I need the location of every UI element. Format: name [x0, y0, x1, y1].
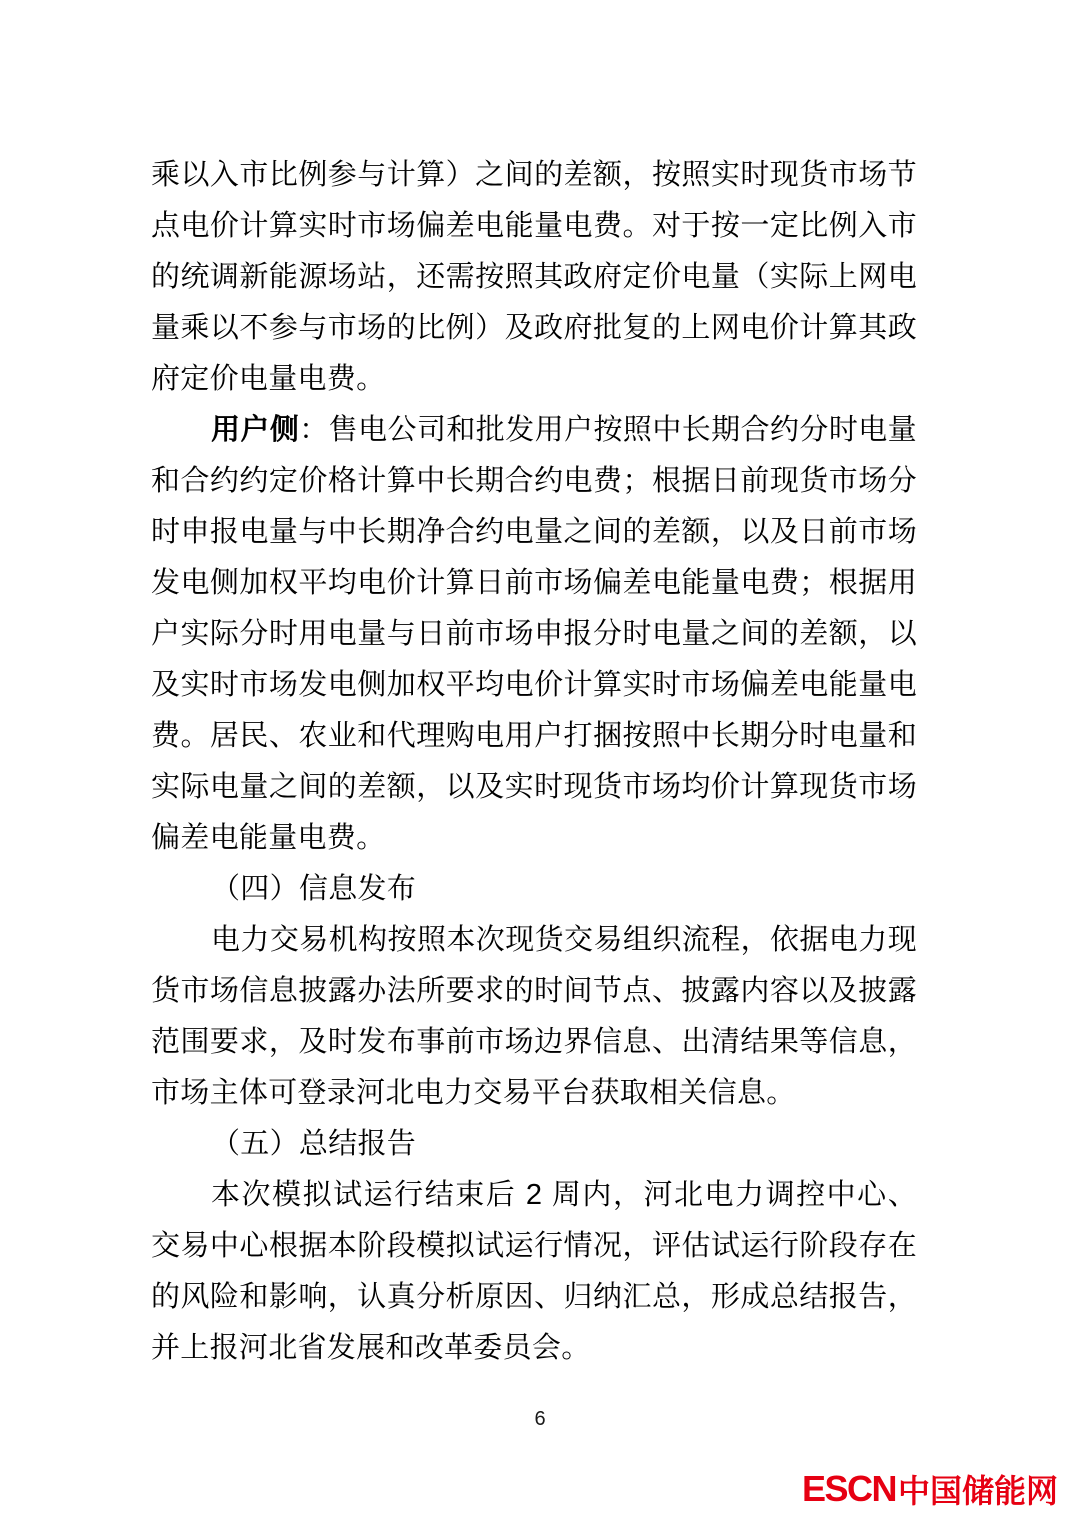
paragraph-user-side — [151, 405, 917, 864]
page-number: 6 — [534, 1408, 546, 1430]
paragraph-user-side-lead: 用户侧 — [211, 414, 300, 446]
paragraph-settlement-continuation: 乘以入市比例参与计算）之间的差额，按照实时现货市场节点电价计算实时市场偏差电能量电费。对于按一定比例入市的统调新能源场站，还需按照其政府定价电量（实际上网电量乘以不参与市场的比例）及政府批复的上网电价计算其政府定价电量电费。 — [151, 159, 917, 395]
paragraph-summary-report: 本次模拟试运行结束后 2 周内，河北电力调控中心、交易中心根据本阶段模拟试运行情况，评估试运行阶段存在的风险和影响，认真分析原因、归纳汇总，形成总结报告，并上报河北省发展和改革委员会。 — [151, 1179, 917, 1364]
escn-logo — [802, 1466, 1058, 1512]
section-heading-five-summary-report: （五）总结报告 — [211, 1128, 417, 1160]
paragraph-user-side-text: ：售电公司和批发用户按照中长期合约分时电量和合约约定价格计算中长期合约电费；根据日前现货市场分时申报电量与中长期净合约电量之间的差额，以及日前市场发电侧加权平均电价计算日前市场偏差电能量电费；根据用户实际分时用电量与日前市场申报分时电量之间的差额，以及实时市场发电侧加权平均电价计算实时市场偏差电能量电费。居民、农业和代理购电用户打捆按照中长期分时电量和实际电量之间的差额，以及实时现货市场均价计算现货市场偏差电能量电费。 — [151, 414, 917, 854]
section-heading-four-info-release: （四）信息发布 — [211, 873, 417, 905]
escn-logo-latin: ESCN — [801, 1468, 896, 1509]
document-body — [151, 150, 917, 1374]
escn-logo-chinese: 中国储能网 — [897, 1473, 1058, 1509]
paragraph-info-release: 电力交易机构按照本次现货交易组织流程，依据电力现货市场信息披露办法所要求的时间节点、披露内容以及披露范围要求，及时发布事前市场边界信息、出清结果等信息，市场主体可登录河北电力交易平台获取相关信息。 — [151, 924, 917, 1109]
